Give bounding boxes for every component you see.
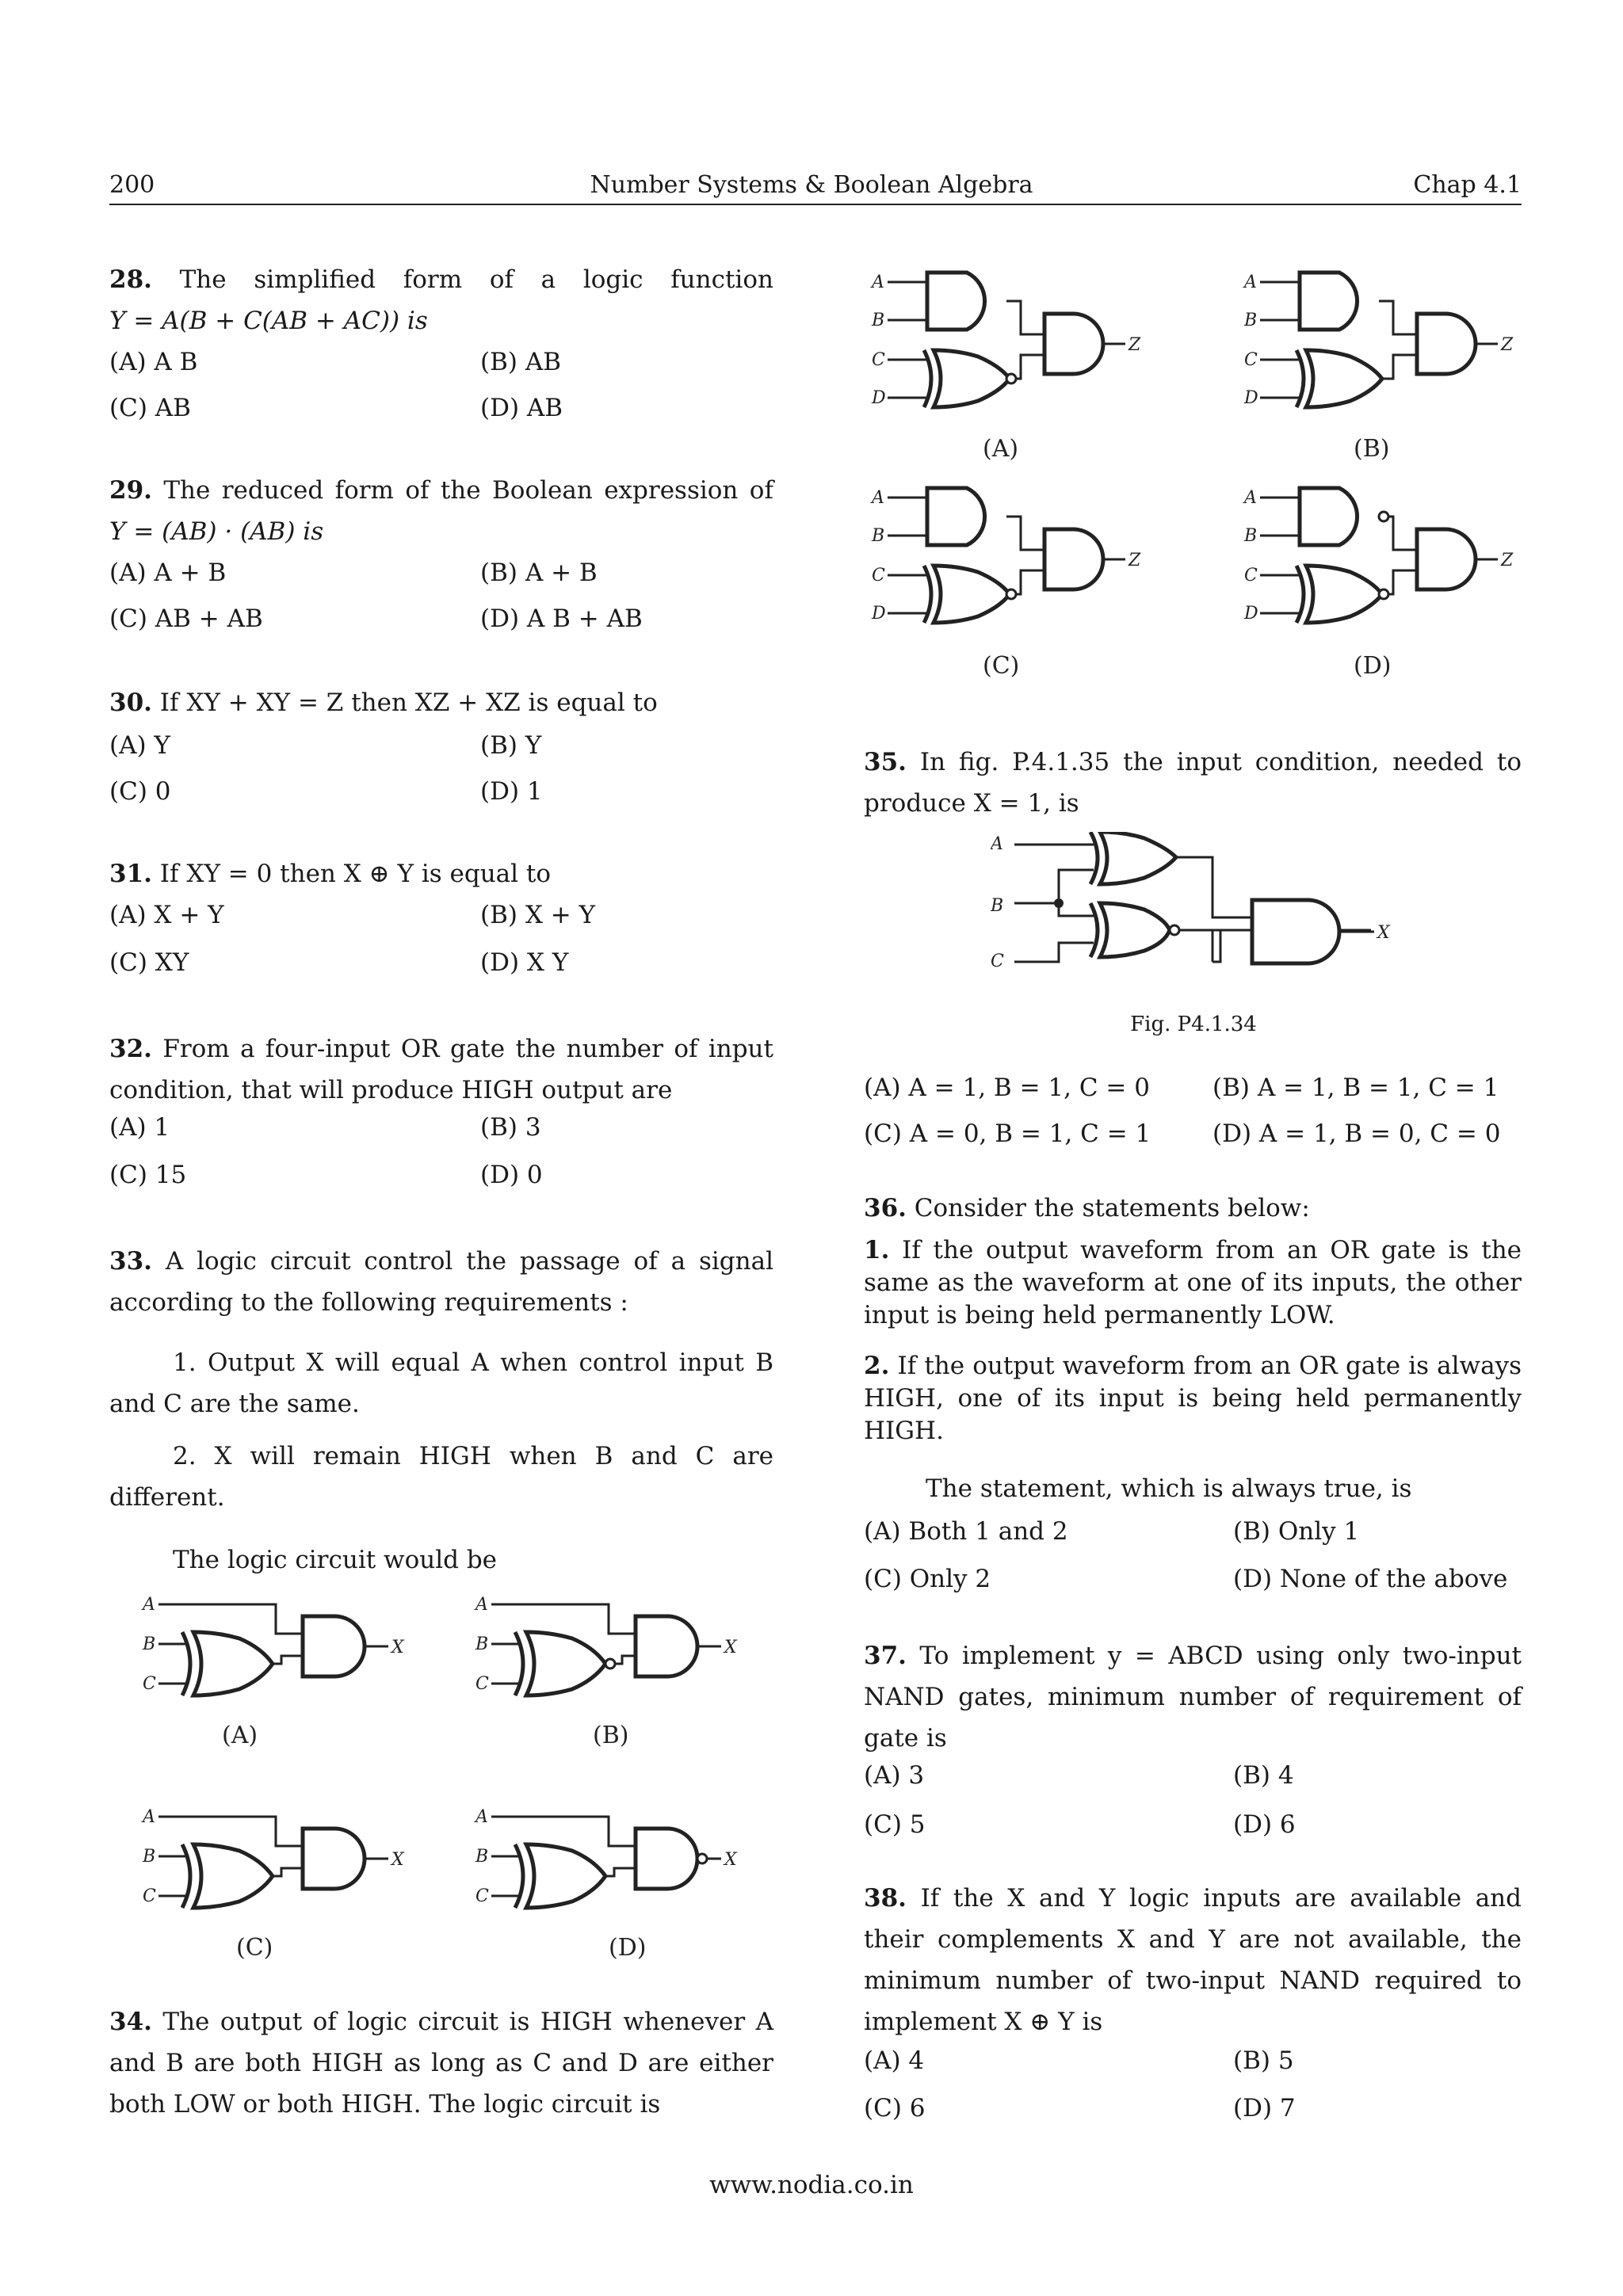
- q36-option-b: (B) Only 1: [1233, 1517, 1360, 1546]
- q36-s2-text: If the output waveform from an OR gate is always HIGH, one of its input is being held permanently HIGH.: [864, 1352, 1522, 1445]
- q37-option-b: (B) 4: [1233, 1761, 1294, 1790]
- signal-label-b: B: [991, 896, 1004, 916]
- q29-expression: Y = (AB) · (AB) is: [109, 517, 324, 546]
- q38-text: If the X and Y logic inputs are available and their complements X and Y are not available, the minimum number of two-input NAND required to implement X ⊕ Y is: [864, 1884, 1522, 2036]
- q33-circuit-options: [127, 1585, 777, 1973]
- q29-option-c: (C) AB + AB: [109, 605, 263, 633]
- q33-requirement-1: 1. Output X will equal A when control input B and C are the same.: [109, 1348, 773, 1418]
- nand-gate: [636, 1829, 697, 1889]
- q30-option-c: (C) 0: [109, 777, 171, 806]
- signal-label-a: A: [872, 488, 884, 508]
- q29-word: The: [163, 476, 211, 505]
- and-gate: [1252, 900, 1339, 963]
- q35-option-b: (B) A = 1, B = 1, C = 1: [1212, 1074, 1499, 1102]
- q38-stem: [864, 1878, 1522, 2042]
- signal-label-d: D: [1244, 388, 1258, 408]
- q29-word: the: [440, 476, 481, 505]
- signal-label-a: A: [1244, 488, 1257, 508]
- q28-word: logic: [582, 265, 643, 294]
- q28-word: of: [489, 265, 514, 294]
- q33-circuit-d: [474, 1807, 738, 1908]
- q36-s2-number: 2.: [864, 1352, 890, 1380]
- q34-text: The output of logic circuit is HIGH whenever A and B are both HIGH as long as C and D are either both LOW or both HIGH. The logic circuit is: [109, 2008, 773, 2119]
- q34-circuit-b: [1243, 273, 1514, 408]
- q29-word: form: [334, 476, 394, 505]
- q31-option-a: (A) X + Y: [109, 901, 224, 929]
- q34-number: 34.: [109, 2008, 152, 2036]
- q34-label-b: (B): [1354, 435, 1390, 463]
- q34-label-d: (D): [1354, 652, 1392, 680]
- q36-lead: The statement, which is always true, is: [926, 1474, 1412, 1503]
- q28-option-a: (A) A B: [109, 348, 198, 376]
- signal-label-c: C: [991, 952, 1004, 971]
- q33-number: 33.: [109, 1247, 152, 1276]
- q36-option-d: (D) None of the above: [1233, 1565, 1508, 1593]
- signal-label-b: B: [1244, 526, 1258, 546]
- q29-option-a: (A) A + B: [109, 559, 227, 587]
- q36-text: Consider the statements below:: [914, 1194, 1310, 1222]
- xor-gate: [193, 1844, 273, 1908]
- signal-label-z: Z: [1501, 551, 1514, 570]
- q34-circuit-a: [870, 273, 1141, 408]
- q35-text: In fig. P.4.1.35 the input condition, needed to produce X = 1, is: [864, 748, 1522, 818]
- q35-figure-caption: Fig. P4.1.34: [1130, 1013, 1257, 1036]
- q31-text: If XY = 0 then X ⊕ Y is equal to: [159, 860, 552, 888]
- q32-number: 32.: [109, 1035, 152, 1063]
- q37-stem: [864, 1635, 1522, 1759]
- q28-word: form: [403, 265, 463, 294]
- q38-number: 38.: [864, 1884, 907, 1913]
- q38-option-a: (A) 4: [864, 2046, 925, 2075]
- signal-label-x: X: [391, 1850, 404, 1870]
- q28-word: The: [179, 265, 227, 294]
- q36-s1-text: If the output waveform from an OR gate is the same as the waveform at one of its inputs, the other input is being held permanently LOW.: [864, 1236, 1522, 1329]
- signal-label-a: A: [475, 1807, 488, 1827]
- signal-label-b: B: [143, 1634, 156, 1654]
- signal-label-z: Z: [1128, 335, 1141, 355]
- signal-label-a: A: [143, 1807, 155, 1827]
- q34-label-a: (A): [983, 435, 1019, 463]
- q29-word: of: [749, 476, 773, 505]
- xor-gate: [193, 1632, 273, 1695]
- signal-label-c: C: [1244, 566, 1258, 585]
- q28-option-b: (B) AB: [480, 348, 561, 376]
- q30-text: If XY + XY = Z then XZ + XZ is equal to: [159, 688, 658, 717]
- q38-option-c: (C) 6: [864, 2094, 926, 2122]
- q35-option-d: (D) A = 1, B = 0, C = 0: [1212, 1119, 1501, 1148]
- q29-word: reduced: [221, 476, 324, 505]
- signal-label-d: D: [872, 604, 886, 624]
- page-number: 200: [109, 171, 155, 199]
- q36-option-a: (A) Both 1 and 2: [864, 1517, 1068, 1546]
- q37-option-d: (D) 6: [1233, 1810, 1296, 1839]
- q28-number: 28.: [109, 265, 152, 294]
- q35-stem: [864, 742, 1522, 824]
- q31-number: 31.: [109, 860, 152, 888]
- signal-label-a: A: [872, 273, 884, 292]
- q28-option-c: (C) AB: [109, 394, 191, 422]
- xnor-gate: [526, 1632, 605, 1695]
- and-gate: [303, 1616, 365, 1676]
- signal-label-x: X: [724, 1850, 737, 1870]
- q29-word: Boolean: [492, 476, 593, 505]
- q31-option-c: (C) XY: [109, 948, 189, 977]
- q33-requirement-2: 2. X will remain HIGH when B and C are different.: [109, 1442, 773, 1512]
- signal-label-c: C: [143, 1674, 156, 1694]
- signal-label-a: A: [143, 1595, 155, 1615]
- xnor-gate: [1090, 903, 1179, 957]
- chapter-label: Chap 4.1: [1413, 171, 1522, 199]
- q31-option-d: (D) X Y: [480, 948, 569, 977]
- q36-statement-2: [864, 1350, 1522, 1447]
- q30-stem: [109, 688, 658, 718]
- q36-s1-number: 1.: [864, 1236, 890, 1264]
- q37-option-c: (C) 5: [864, 1810, 926, 1839]
- q34-circuit-options: [864, 261, 1545, 689]
- signal-label-b: B: [475, 1634, 489, 1654]
- q30-option-a: (A) Y: [109, 731, 170, 760]
- signal-label-c: C: [475, 1674, 489, 1694]
- q28-expression: Y = A(B + C(AB + AC)) is: [109, 307, 428, 335]
- xor-gate: [526, 1844, 605, 1908]
- q38-option-b: (B) 5: [1233, 2046, 1294, 2075]
- and-gate: [303, 1829, 365, 1889]
- q32-option-d: (D) 0: [480, 1161, 543, 1189]
- q38-option-d: (D) 7: [1233, 2094, 1296, 2122]
- signal-label-z: Z: [1128, 551, 1141, 570]
- q33-lead: The logic circuit would be: [173, 1546, 498, 1574]
- q36-number: 36.: [864, 1194, 907, 1222]
- q32-option-a: (A) 1: [109, 1113, 170, 1142]
- q33-label-d: (D): [609, 1934, 647, 1962]
- signal-label-b: B: [1244, 311, 1258, 330]
- q37-option-a: (A) 3: [864, 1761, 925, 1790]
- xor-gate: [1090, 832, 1176, 884]
- q33-label-c: (C): [236, 1934, 273, 1962]
- q32-option-b: (B) 3: [480, 1113, 541, 1142]
- header-rule: [109, 204, 1522, 205]
- q28-line1: [109, 265, 773, 295]
- signal-label-x: X: [391, 1638, 404, 1657]
- signal-label-c: C: [1244, 350, 1258, 370]
- q33-label-a: (A): [222, 1722, 258, 1749]
- q35-number: 35.: [864, 748, 907, 776]
- q37-text: To implement y = ABCD using only two-input NAND gates, minimum number of requirement of gate is: [864, 1642, 1522, 1753]
- q36-option-c: (C) Only 2: [864, 1565, 991, 1593]
- q32-option-c: (C) 15: [109, 1161, 187, 1189]
- signal-label-b: B: [872, 526, 885, 546]
- q29-line1: [109, 475, 773, 505]
- q32-text: From a four-input OR gate the number of input condition, that will produce HIGH output are: [109, 1035, 773, 1104]
- signal-label-a: A: [1244, 273, 1257, 292]
- signal-label-x: X: [724, 1638, 737, 1657]
- question-34: [109, 2001, 773, 2125]
- q29-word: of: [405, 476, 430, 505]
- signal-label-d: D: [1244, 604, 1258, 624]
- signal-label-c: C: [143, 1886, 156, 1906]
- q33-circuit-c: [141, 1807, 405, 1908]
- signal-label-c: C: [872, 566, 885, 585]
- signal-label-c: C: [872, 350, 885, 370]
- q34-circuit-c: [870, 488, 1141, 624]
- q30-number: 30.: [109, 688, 152, 717]
- q33-text: A logic circuit control the passage of a signal according to the following requirements :: [109, 1247, 773, 1317]
- q33-label-b: (B): [593, 1722, 629, 1749]
- q37-number: 37.: [864, 1642, 907, 1670]
- footer-url[interactable]: www.nodia.co.in: [709, 2171, 914, 2199]
- q29-number: 29.: [109, 476, 152, 505]
- q31-option-b: (B) X + Y: [480, 901, 596, 929]
- q32-stem: [109, 1028, 773, 1111]
- q31-stem: [109, 859, 551, 889]
- q36-stem: [864, 1193, 1310, 1223]
- and-gate: [636, 1616, 697, 1676]
- q29-option-b: (B) A + B: [480, 559, 598, 587]
- q30-option-b: (B) Y: [480, 731, 542, 760]
- signal-label-a: A: [475, 1595, 488, 1615]
- signal-label-a: A: [991, 834, 1003, 854]
- q28-word: simplified: [254, 265, 376, 294]
- q29-word: expression: [604, 476, 739, 505]
- q33-circuit-b: [474, 1595, 738, 1695]
- signal-label-z: Z: [1501, 335, 1514, 355]
- signal-label-b: B: [872, 311, 885, 330]
- q30-option-d: (D) 1: [480, 777, 543, 806]
- q28-option-d: (D) AB: [480, 394, 563, 422]
- q29-option-d: (D) A B + AB: [480, 605, 643, 633]
- q35-circuit: [991, 832, 1419, 990]
- q33-circuit-a: [141, 1595, 405, 1695]
- q34-label-c: (C): [983, 652, 1020, 680]
- q28-word: a: [540, 265, 556, 294]
- running-title: Number Systems & Boolean Algebra: [590, 171, 1033, 199]
- signal-label-x: X: [1377, 923, 1390, 943]
- q35-option-c: (C) A = 0, B = 1, C = 1: [864, 1119, 1151, 1148]
- signal-label-c: C: [475, 1886, 489, 1906]
- signal-label-d: D: [872, 388, 886, 408]
- q28-word: function: [670, 265, 773, 294]
- signal-label-b: B: [143, 1847, 156, 1867]
- signal-label-b: B: [475, 1847, 489, 1867]
- q35-option-a: (A) A = 1, B = 1, C = 0: [864, 1074, 1150, 1102]
- q36-statement-1: [864, 1234, 1522, 1332]
- q33-stem: [109, 1241, 773, 1323]
- q34-circuit-d: [1243, 488, 1514, 624]
